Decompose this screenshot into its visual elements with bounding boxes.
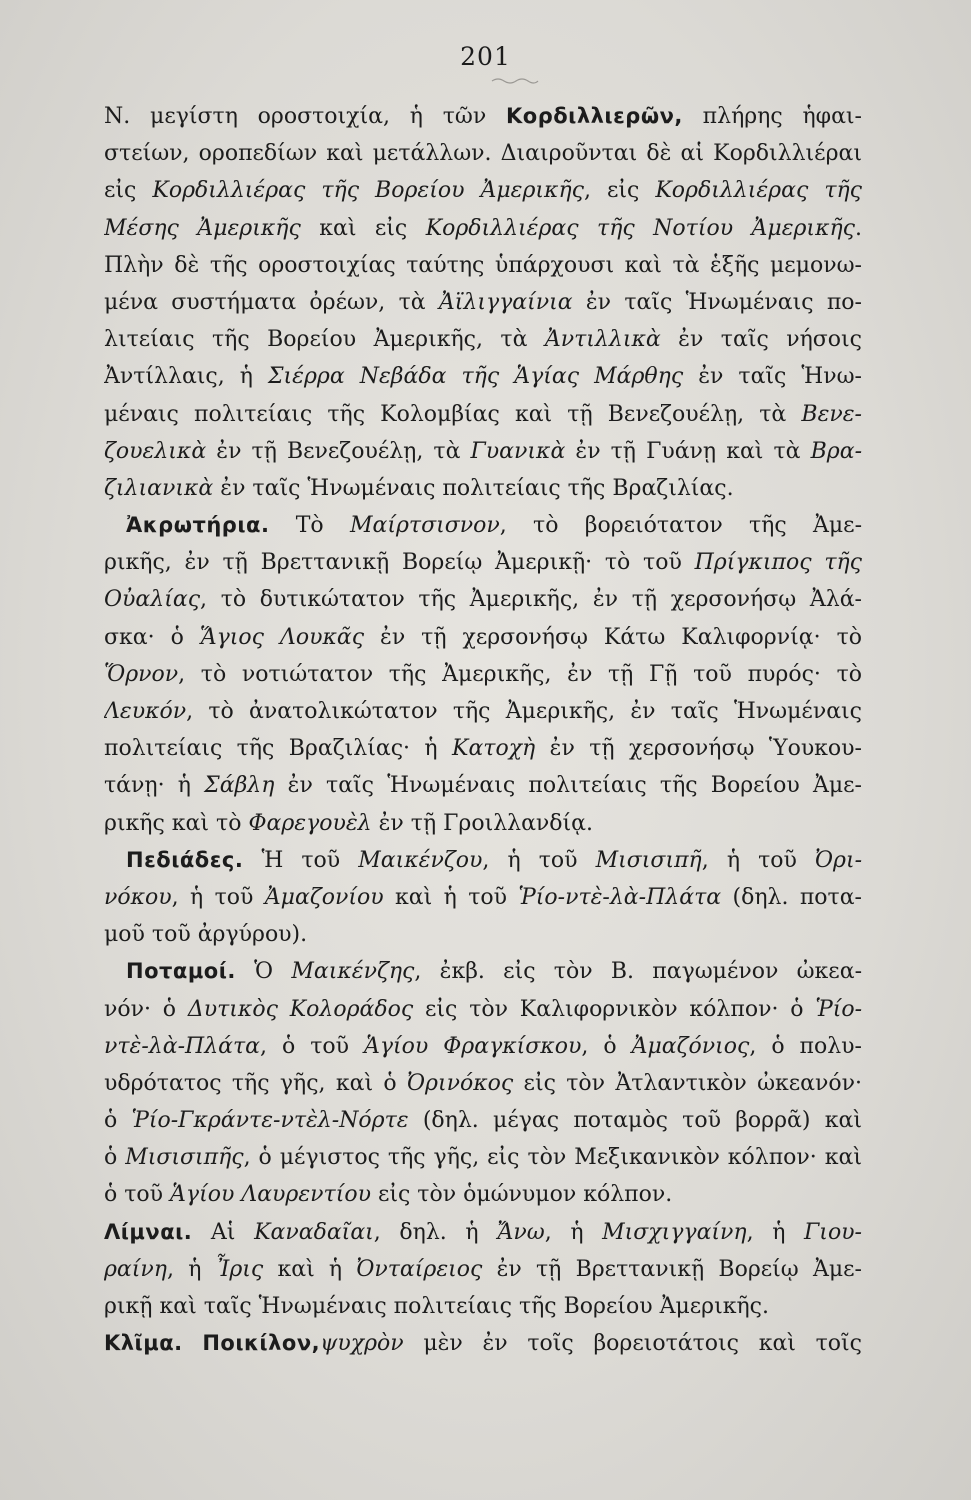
text-line: [104, 1176, 862, 1213]
italic-term: ψυχρὸν: [320, 1331, 404, 1357]
text-run: σκα· ὁ: [104, 624, 200, 650]
text-run: , τὸ ἀνατολικώτατον τῆς Ἀμερικῆς, ἐν ταῖς Ἡνωμέναις: [186, 699, 862, 724]
text-run: μέναις πολιτείαις τῆς Κολομβίας καὶ τῇ Βενεζουέλῃ, τὰ: [104, 401, 802, 427]
text-line: [104, 433, 862, 470]
text-run: .: [855, 215, 862, 241]
text-run: ὁ τοῦ: [104, 1182, 171, 1208]
text-line: [104, 247, 862, 284]
text-line: [104, 210, 862, 247]
text-run: , ὁ πολυ-: [749, 1033, 862, 1059]
text-line: [104, 544, 862, 581]
text-line: [104, 767, 862, 804]
text-run: νόν· ὁ: [104, 996, 188, 1022]
text-line: [104, 916, 862, 953]
text-run: , τὸ νοτιώτατον τῆς Ἀμερικῆς, ἐν τῇ Γῇ τοῦ πυρός· τὸ: [178, 661, 862, 687]
section-heading: Πεδιάδες.: [126, 847, 244, 872]
text-line: [104, 730, 862, 767]
italic-term: Ὅρνον: [104, 661, 179, 687]
text-run: τάνῃ· ἡ: [104, 773, 205, 799]
text-run: , ἡ τοῦ: [701, 847, 815, 873]
text-run: Ἡ τοῦ: [243, 847, 359, 873]
italic-term: Μισισιπῆς: [125, 1145, 244, 1171]
italic-term: Κορδιλλιέρας τῆς: [655, 178, 862, 204]
italic-term: Μαικένζου: [358, 847, 483, 873]
italic-term: Κορδιλλιέρας τῆς Βορείου Ἀμερικῆς: [152, 178, 584, 204]
text-run: , ἡ: [746, 1219, 805, 1245]
text-line: [104, 1251, 862, 1288]
text-run: καὶ εἰς: [300, 215, 426, 241]
text-line: [104, 396, 862, 433]
italic-term: Ῥίο-Γκράντε-ντὲλ-Νόρτε: [131, 1108, 409, 1134]
text-line: [104, 135, 862, 172]
text-run: ἐν τῇ χερσονήσῳ Κάτω Καλιφορνίᾳ· τὸ: [364, 624, 862, 650]
text-run: ρικῆς, ἐν τῇ Βρεττανικῇ Βορείῳ Ἀμερικῇ· τὸ τοῦ: [104, 550, 695, 576]
text-line: [104, 879, 862, 916]
text-run: στείων, οροπεδίων καὶ μετάλλων. Διαιροῦνται δὲ αἱ Κορδιλλιέραι: [104, 141, 862, 167]
italic-term: Ῥίο-: [815, 996, 862, 1022]
section-heading: Λίμναι.: [104, 1219, 193, 1244]
text-line: [104, 358, 862, 395]
text-run: καὶ ἡ: [263, 1256, 357, 1282]
text-run: ὁ: [104, 1145, 126, 1171]
italic-term: Ἄνω: [497, 1219, 545, 1245]
text-run: (δηλ. μέγας ποταμὸς τοῦ βορρᾶ) καὶ: [408, 1108, 862, 1134]
text-run: , δηλ. ἡ: [373, 1219, 498, 1245]
italic-term: Ὀνταίρειος: [356, 1256, 483, 1282]
italic-term: Ἅγιος Λουκᾶς: [199, 624, 365, 650]
italic-term: Βενε-: [801, 401, 862, 427]
text-run: ἐν τῇ Γροιλλανδίᾳ.: [371, 810, 594, 836]
italic-term: Γυανικὰ: [470, 438, 566, 464]
italic-term: ζουελικὰ: [104, 438, 207, 464]
text-run: , ὁ: [581, 1033, 632, 1059]
text-run: ἐν ταῖς Ἡνωμέναις πολιτείαις τῆς Βραζιλίας.: [213, 475, 734, 501]
text-run: , ὁ τοῦ: [260, 1033, 364, 1059]
italic-term: Ἀμαζόνιος: [631, 1033, 750, 1059]
text-run: (δηλ. ποτα-: [721, 884, 862, 910]
italic-term: Μαίρτσισνον: [349, 513, 500, 539]
italic-term: Οὐαλίας: [104, 587, 201, 613]
text-run: μοῦ τοῦ ἀργύρου).: [104, 922, 308, 948]
text-run: εἰς: [104, 178, 153, 204]
italic-term: Κατοχὴ: [452, 736, 536, 762]
text-run: ἐν ταῖς Ἡνωμέναις πολιτείαις τῆς Βορείου Ἀμε-: [274, 773, 862, 799]
italic-term: νόκου: [104, 884, 172, 910]
text-run: ὁ: [104, 1108, 132, 1134]
text-run: μένα συστήματα ὀρέων, τὰ: [104, 289, 439, 315]
italic-term: Ἀντιλλικὰ: [544, 327, 661, 353]
italic-term: Πρίγκιπος τῆς: [694, 550, 862, 576]
text-line: [104, 1102, 862, 1139]
italic-term: Δυτικὸς Κολοράδος: [187, 996, 414, 1022]
text-line: [104, 1288, 862, 1325]
text-line: [104, 842, 862, 879]
text-run: Πλὴν δὲ τῆς οροστοιχίας ταύτης ὑπάρχουσι καὶ τὰ ἑξῆς μεμονω-: [104, 252, 862, 278]
text-run: ἐν τῇ Βρεττανικῇ Βορείῳ Ἀμε-: [482, 1256, 862, 1282]
italic-term: Ἁγίου Φραγκίσκου: [364, 1033, 582, 1059]
text-run: Τὸ: [269, 513, 350, 539]
italic-term: Καναδαῖαι: [254, 1219, 374, 1245]
text-line: [104, 619, 862, 656]
italic-term: Μέσης Ἀμερικῆς: [104, 215, 301, 241]
italic-term: Ὀρινόκος: [407, 1070, 514, 1096]
text-run: Ν. μεγίστη οροστοιχία, ἡ τῶν: [104, 104, 507, 129]
italic-term: ντὲ-λὰ-Πλάτα: [104, 1033, 261, 1059]
text-run: εἰς τὸν ὁμώνυμον κόλπον.: [370, 1182, 673, 1208]
page-number: 201: [460, 42, 511, 71]
text-run: λιτείαις τῆς Βορείου Ἀμερικῆς, τὰ: [104, 327, 545, 353]
section-heading: Κλῖμα.: [104, 1331, 183, 1356]
italic-term: Γιου-: [804, 1219, 862, 1245]
text-run: Ὁ: [235, 959, 292, 985]
text-run: , εἰς: [583, 178, 656, 204]
text-run: ἐν ταῖς νήσοις: [660, 327, 862, 353]
section-heading: Ποικίλον,: [202, 1331, 321, 1356]
text-line: [104, 656, 862, 693]
text-run: Ἀντίλλαις, ἡ: [104, 364, 268, 390]
italic-term: Βρα-: [810, 438, 862, 464]
text-run: πολιτείαις τῆς Βραζιλίας· ἡ: [104, 736, 453, 762]
text-run: ἐν τῇ χερσονήσῳ Ὑουκου-: [535, 736, 862, 762]
text-line: [104, 693, 862, 730]
text-run: ρικῇ καὶ ταῖς Ἡνωμέναις πολιτείαις τῆς Βορείου Ἀμερικῆς.: [104, 1294, 769, 1319]
text-run: ἐν ταῖς Ἡνωμέναις πο-: [572, 289, 862, 315]
text-run: πλήρης ἡφαι-: [682, 104, 862, 129]
text-run: μὲν ἐν τοῖς βορειοτάτοις καὶ τοῖς: [403, 1331, 862, 1357]
text-run: ἐν τῇ Γυάνῃ καὶ τὰ: [565, 438, 811, 464]
italic-term: Σάβλη: [204, 773, 275, 799]
text-line: [104, 991, 862, 1028]
italic-term: Φαρεγουὲλ: [248, 810, 372, 836]
italic-term: Μισισιπῆ: [595, 847, 702, 873]
text-run: υδρότατος τῆς γῆς, καὶ ὁ: [104, 1070, 407, 1096]
italic-term: Ἶρις: [215, 1256, 264, 1282]
text-run: Αἱ: [192, 1219, 255, 1245]
section-heading: Ἀκρωτήρια.: [126, 513, 270, 538]
italic-term: Μισχιγγαίνη: [602, 1219, 747, 1245]
text-run: , ἡ τοῦ: [171, 884, 265, 910]
ornament-divider: [490, 76, 540, 86]
italic-term: Σιέρρα Νεβάδα τῆς Ἁγίας Μάρθης: [268, 364, 684, 390]
text-line: [104, 581, 862, 618]
italic-term: Μαικένζης: [291, 959, 415, 985]
text-run: [183, 1331, 203, 1356]
text-run: , ἡ: [544, 1219, 603, 1245]
text-line: [104, 1325, 862, 1362]
text-run: εἰς τὸν Ἀτλαντικὸν ὠκεανόν·: [513, 1070, 862, 1096]
section-heading: Κορδιλλιερῶν,: [506, 104, 683, 128]
text-line: [104, 98, 862, 135]
text-line: [104, 1214, 862, 1251]
text-run: ἐν ταῖς Ἡνω-: [683, 364, 862, 390]
text-line: [104, 1065, 862, 1102]
text-line: [104, 1139, 862, 1176]
italic-term: ζιλιανικὰ: [104, 475, 214, 501]
italic-term: Ῥίο-ντὲ-λὰ-Πλάτα: [518, 884, 722, 910]
text-run: , τὸ δυτικώτατον τῆς Ἀμερικῆς, ἐν τῇ χερσονήσῳ Ἀλά-: [200, 587, 862, 613]
text-line: [104, 507, 862, 544]
text-run: , ἐκβ. εἰς τὸν Β. παγωμένον ὠκεα-: [414, 959, 862, 985]
text-line: [104, 805, 862, 842]
text-run: , τὸ βορειότατον τῆς Ἀμε-: [499, 513, 862, 539]
body-text: [104, 98, 862, 1362]
text-run: καὶ ἡ τοῦ: [383, 884, 519, 910]
italic-term: Ὀρι-: [814, 847, 862, 873]
text-run: εἰς τὸν Καλιφορνικὸν κόλπον· ὁ: [413, 996, 816, 1022]
italic-term: Ἀμαζονίου: [264, 884, 384, 910]
text-line: [104, 284, 862, 321]
text-line: [104, 953, 862, 990]
text-line: [104, 172, 862, 209]
italic-term: Ἀϊλιγγαίνια: [438, 289, 573, 315]
italic-term: Λευκόν: [104, 699, 187, 724]
text-run: , ὁ μέγιστος τῆς γῆς, εἰς τὸν Μεξικανικὸν κόλπον· καὶ: [243, 1145, 862, 1171]
text-line: [104, 470, 862, 507]
section-heading: Ποταμοί.: [126, 959, 236, 984]
italic-term: ραίνη: [104, 1256, 167, 1282]
text-run: ἐν τῇ Βενεζουέλῃ, τὰ: [206, 438, 471, 464]
text-run: , ἡ τοῦ: [482, 847, 596, 873]
text-line: [104, 321, 862, 358]
text-run: , ἡ: [166, 1256, 216, 1282]
italic-term: Ἁγίου Λαυρεντίου: [170, 1182, 371, 1208]
text-line: [104, 1028, 862, 1065]
italic-term: Κορδιλλιέρας τῆς Νοτίου Ἀμερικῆς: [425, 215, 855, 241]
text-run: ρικῆς καὶ τὸ: [104, 810, 249, 836]
